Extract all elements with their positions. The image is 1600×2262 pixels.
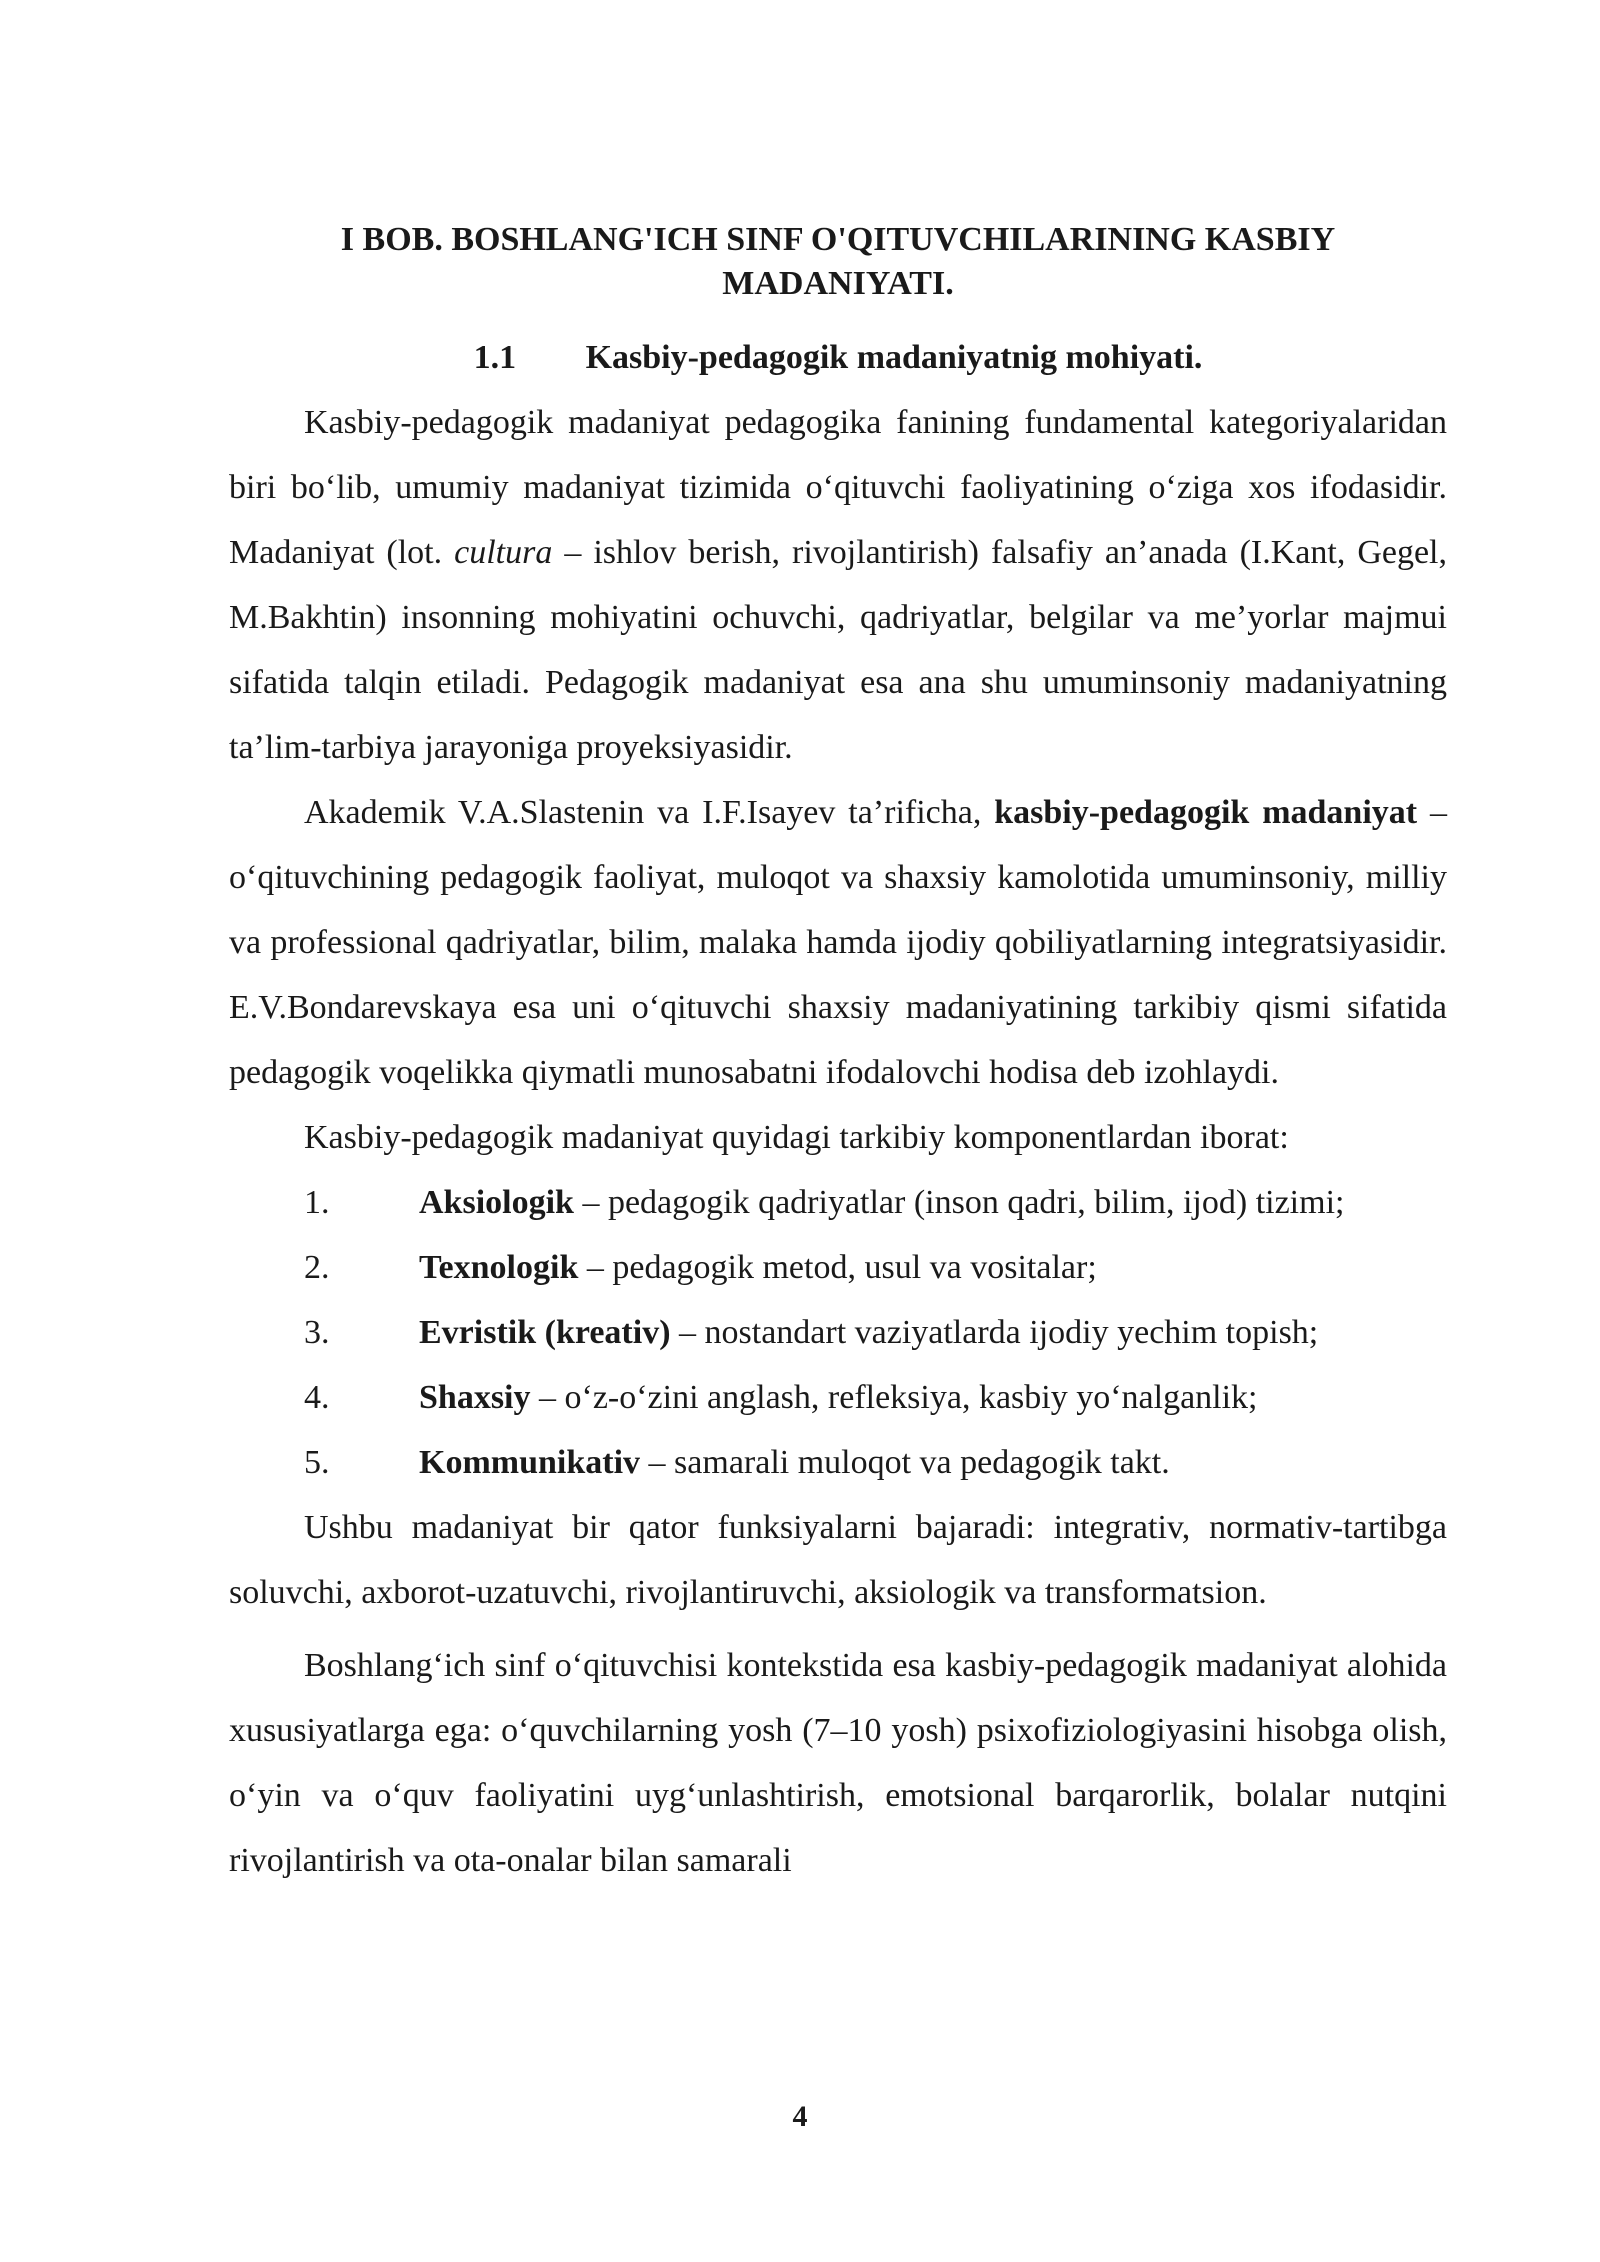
list-item-content xyxy=(419,1300,1318,1365)
list-item-content xyxy=(419,1430,1170,1495)
paragraph2-text-a: Akademik V.A.Slastenin va I.F.Isayev ta’rificha, xyxy=(304,794,995,831)
list-item-description: – nostandart vaziyatlarda ijodiy yechim topish; xyxy=(670,1314,1319,1351)
paragraph-primary-teacher-context: Boshlang‘ich sinf o‘qituvchisi kontekstida esa kasbiy-pedagogik madaniyat alohida xususiyatlarga ega: o‘quvchilarning yosh (7–10 yosh) psixofiziologiyasini hisobga olish, o‘yin va o‘quv faoliyatini uyg‘unlashtirish, emotsional barqarorlik, bolalar nutqini rivojlantirish va ota-onalar bilan samarali xyxy=(229,1647,1447,1879)
list-item-number: 5. xyxy=(304,1444,330,1481)
paragraph1-text-b: – ishlov berish, rivojlantirish) falsafiy an’anada (I.Kant, Gegel, M.Bakhtin) insonning mohiyatini ochuvchi, qadriyatlar, belgilar va me’yorlar majmui sifatida talqin etiladi. Pedagogik madaniyat esa ana shu umuminsoniy madaniyatning ta’lim-tarbiya jarayoniga proyeksiyasidir. xyxy=(229,534,1447,766)
paragraph1-text-a: Kasbiy-pedagogik madaniyat pedagogika fanining fundamental kategoriyalaridan biri bo‘lib, umumiy madaniyat tizimida o‘qituvchi faoliyatining o‘ziga xos ifodasidir. Madaniyat (lot. xyxy=(229,404,1447,571)
list-item xyxy=(229,1430,1447,1495)
chapter-title-line1: I BOB. BOSHLANG'ICH SINF O'QITUVCHILARINING KASBIY xyxy=(340,221,1336,258)
chapter-title-line2: MADANIYATI. xyxy=(722,265,954,302)
list-item xyxy=(229,1235,1447,1300)
section-number: 1.1 xyxy=(473,339,517,376)
section-heading: Kasbiy-pedagogik madaniyatnig mohiyati. xyxy=(585,339,1203,376)
list-item-number: 4. xyxy=(304,1379,330,1416)
list-item-description: – samarali muloqot va pedagogik takt. xyxy=(640,1444,1170,1481)
paragraph-definition-culture xyxy=(229,390,1447,780)
list-item-description: – o‘z-o‘zini anglash, refleksiya, kasbiy yo‘nalganlik; xyxy=(530,1379,1258,1416)
paragraph-functions: Ushbu madaniyat bir qator funksiyalarni bajaradi: integrativ, normativ-tartibga soluvchi, axborot-uzatuvchi, rivojlantiruvchi, aksiologik va transformatsion. xyxy=(229,1509,1447,1611)
list-item-term: Texnologik xyxy=(419,1249,579,1286)
section-title xyxy=(229,336,1447,380)
paragraph-components-intro: Kasbiy-pedagogik madaniyat quyidagi tarkibiy komponentlardan iborat: xyxy=(304,1119,1289,1156)
list-item-description: – pedagogik qadriyatlar (inson qadri, bilim, ijod) tizimi; xyxy=(573,1184,1345,1221)
chapter-title xyxy=(229,218,1447,306)
paragraph2-text-b: – o‘qituvchining pedagogik faoliyat, muloqot va shaxsiy kamolotida umuminsoniy, milliy va professional qadriyatlar, bilim, malaka hamda ijodiy qobiliyatlarning integratsiyasidir. E.V.Bondarevskaya esa uni o‘qituvchi shaxsiy madaniyatining tarkibiy qismi sifatida pedagogik voqelikka qiymatli munosabatni ifodalovchi hodisa deb izohlaydi. xyxy=(229,794,1448,1091)
paragraph1-italic-term: cultura xyxy=(454,534,553,571)
list-item-number: 1. xyxy=(304,1184,330,1221)
list-item-content xyxy=(419,1235,1097,1300)
list-item-term: Evristik (kreativ) xyxy=(419,1314,671,1351)
list-item-content xyxy=(419,1365,1258,1430)
list-item-term: Kommunikativ xyxy=(419,1444,641,1481)
paragraph-slastenin-definition xyxy=(229,780,1447,1105)
components-list xyxy=(229,1170,1447,1495)
list-item-number: 3. xyxy=(304,1314,330,1351)
document-page xyxy=(229,218,1447,1893)
list-item-description: – pedagogik metod, usul va vositalar; xyxy=(578,1249,1097,1286)
paragraph2-bold-term: kasbiy-pedagogik madaniyat xyxy=(994,794,1418,831)
list-item-term: Shaxsiy xyxy=(419,1379,531,1416)
list-item-number: 2. xyxy=(304,1249,330,1286)
list-item xyxy=(229,1300,1447,1365)
list-item-term: Aksiologik xyxy=(419,1184,574,1221)
list-item xyxy=(229,1365,1447,1430)
page-number: 4 xyxy=(792,2100,808,2133)
list-item-content xyxy=(419,1170,1344,1235)
list-item xyxy=(229,1170,1447,1235)
